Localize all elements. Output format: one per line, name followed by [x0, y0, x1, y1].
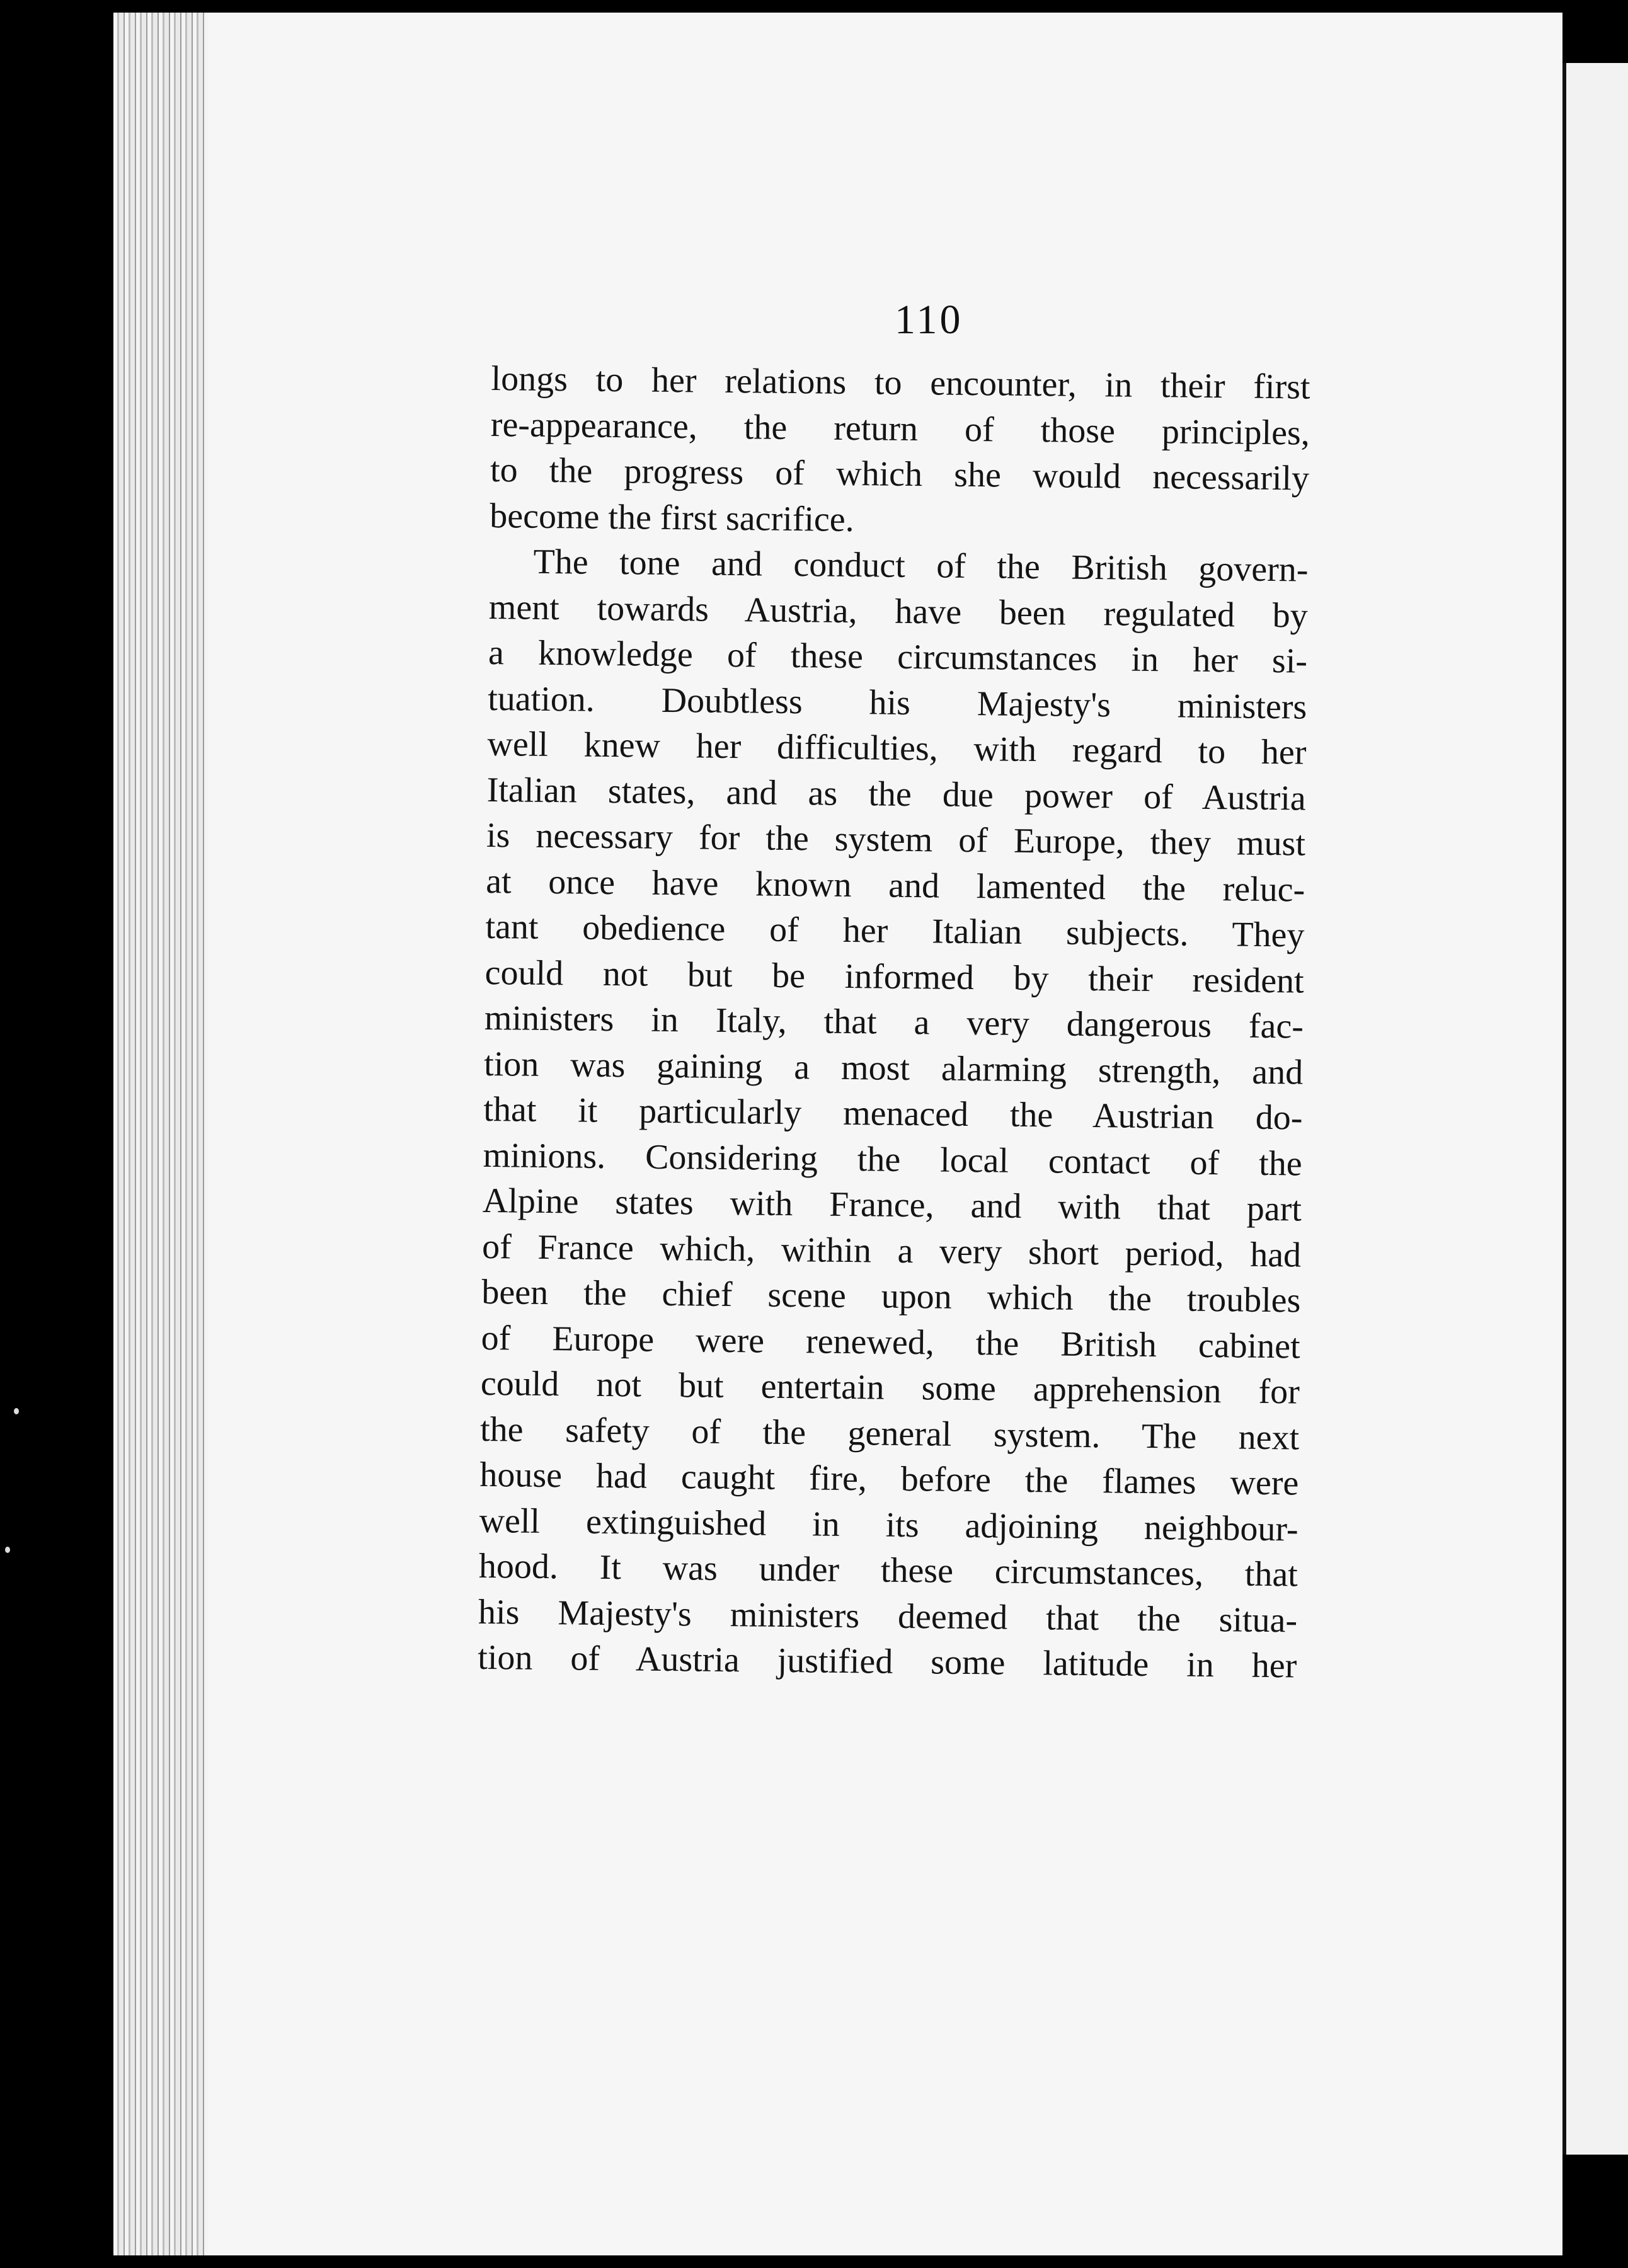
text-line: his Majesty's ministers deemed that the situa- — [478, 1592, 1298, 1641]
page-edges — [113, 13, 221, 2255]
text-line: to the progress of which she would necessarily — [490, 450, 1310, 498]
text-line: well knew her difficulties, with regard to her — [487, 724, 1307, 772]
text-line: a knowledge of these circumstances in her si- — [488, 633, 1308, 681]
text-line: at once have known and lamented the reluc- — [485, 861, 1305, 910]
text-line: house had caught fire, before the flames were — [479, 1455, 1299, 1503]
text-line: well extinguished in its adjoining neighbour- — [479, 1501, 1298, 1549]
text-line: tuation. Doubtless his Majesty's ministers — [487, 679, 1307, 727]
text-line: is necessary for the system of Europe, they must — [486, 815, 1306, 864]
page-number: 110 — [895, 297, 963, 343]
text-line: longs to her relations to encounter, in their first — [491, 358, 1310, 407]
text-line: could not but be informed by their resident — [484, 953, 1305, 1001]
text-line: Alpine states with France, and with that part — [482, 1181, 1302, 1229]
body-text — [478, 356, 1310, 1689]
text-line: become the first sacrifice. — [490, 496, 855, 539]
text-line: of France which, within a very short period, had — [481, 1227, 1302, 1275]
text-line: ment towards Austria, have been regulated by — [488, 587, 1309, 636]
text-line: tion was gaining a most alarming strength, and — [483, 1044, 1304, 1092]
text-line: minions. Considering the local contact of the — [483, 1135, 1302, 1184]
scan-speck — [5, 1547, 10, 1553]
text-line: The tone and conduct of the British govern- — [533, 542, 1309, 590]
text-line: been the chief scene upon which the troubles — [481, 1272, 1301, 1320]
facing-page-edge — [1562, 63, 1628, 2155]
text-line: tion of Austria justified some latitude in her — [478, 1637, 1297, 1686]
scan-speck — [14, 1408, 19, 1414]
text-line: the safety of the general system. The next — [479, 1409, 1300, 1458]
text-line: that it particularly menaced the Austrian do- — [483, 1089, 1303, 1138]
text-line: re-appearance, the return of those principles, — [490, 404, 1310, 453]
text-line: of Europe were renewed, the British cabinet — [481, 1318, 1300, 1366]
text-line: Italian states, and as the due power of Austria — [486, 770, 1307, 818]
text-line: tant obedience of her Italian subjects. They — [485, 907, 1305, 955]
text-line: ministers in Italy, that a very dangerous fac- — [484, 998, 1304, 1046]
text-line: hood. It was under these circumstances, that — [478, 1546, 1298, 1595]
text-line: could not but entertain some apprehension for — [480, 1363, 1300, 1412]
